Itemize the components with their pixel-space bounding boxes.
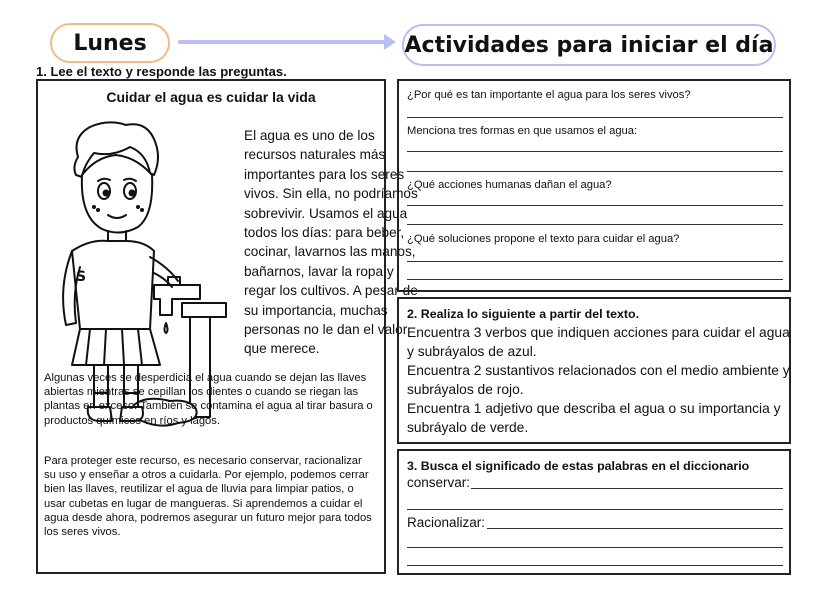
task-line: Encuentra 3 verbos que indiquen acciones para cuidar el agua bbox=[407, 325, 790, 340]
answer-line[interactable] bbox=[487, 528, 783, 529]
reading-line: usar cubetas en lugar de mangueras. Si aprendemos a cuidar el bbox=[44, 497, 363, 510]
reading-line: agua desde ahora, podremos asegurar un futuro mejor para todos bbox=[44, 511, 372, 524]
reading-line: vivos. Sin ella, no podríamos bbox=[244, 186, 418, 202]
reading-line: importantes para los seres bbox=[244, 166, 405, 182]
day-label: Lunes bbox=[50, 23, 170, 63]
reading-line: recursos naturales más bbox=[244, 147, 386, 163]
task-line: Encuentra 1 adjetivo que describa el agua o su importancia y bbox=[407, 401, 781, 416]
reading-box bbox=[36, 79, 418, 574]
arrow-connector bbox=[178, 40, 386, 44]
reading-line: Algunas veces se desperdicia el agua cuando se dejan las llaves bbox=[44, 372, 367, 384]
reading-paragraph-3 bbox=[44, 454, 384, 539]
reading-paragraph-2 bbox=[44, 371, 384, 428]
reading-line: todos los días: para beber, bbox=[244, 225, 405, 241]
reading-line: regar los cultivos. A pesar de bbox=[244, 283, 418, 299]
answer-line[interactable] bbox=[407, 279, 783, 280]
question-4: ¿Qué soluciones propone el texto para cuidar el agua? bbox=[407, 233, 680, 245]
question-1: ¿Por qué es tan importante el agua para los seres vivos? bbox=[407, 89, 691, 101]
task-adjective bbox=[407, 399, 791, 437]
reading-line: Para proteger este recurso, es necesario conservar, racionalizar bbox=[44, 455, 362, 467]
task-line: subráyalos de rojo. bbox=[407, 382, 524, 397]
word-racionalizar: Racionalizar: bbox=[407, 515, 486, 530]
reading-line: bien las llaves, reutilizar el agua de lluvia para limpiar patios, o bbox=[44, 483, 354, 496]
word-conservar: conservar: bbox=[407, 475, 471, 490]
task-nouns bbox=[407, 361, 791, 399]
answer-line[interactable] bbox=[407, 171, 783, 172]
questions-box bbox=[397, 79, 791, 292]
reading-line: El agua es uno de los bbox=[244, 128, 375, 143]
reading-line: cocinar, lavarnos las manos, bbox=[244, 244, 416, 260]
reading-line: su importancia, muchas bbox=[244, 302, 388, 318]
task-verbs bbox=[407, 323, 791, 361]
section-2-title: 2. Realiza lo siguiente a partir del texto. bbox=[407, 307, 640, 321]
question-2: Menciona tres formas en que usamos el agua: bbox=[407, 125, 638, 137]
reading-line: los seres vivos. bbox=[44, 526, 121, 539]
answer-line[interactable] bbox=[407, 151, 783, 152]
reading-line: productos químicos en ríos y lagos. bbox=[44, 414, 220, 427]
answer-line[interactable] bbox=[471, 488, 783, 489]
answer-line[interactable] bbox=[407, 565, 783, 566]
reading-line: abiertas mientras se cepillan los dientes o cuando se riegan las bbox=[44, 386, 359, 399]
answer-line[interactable] bbox=[407, 117, 783, 118]
instruction-1: 1. Lee el texto y responde las preguntas. bbox=[36, 64, 287, 79]
answer-line[interactable] bbox=[407, 509, 783, 510]
answer-line[interactable] bbox=[407, 261, 783, 262]
reading-paragraph-1 bbox=[244, 126, 418, 359]
arrow-right-icon bbox=[384, 34, 396, 50]
reading-line: que merece. bbox=[244, 341, 320, 357]
reading-line: plantas en exceso. También se contamina el agua al tirar basura o bbox=[44, 400, 373, 413]
task-line: subráyalo de verde. bbox=[407, 420, 529, 435]
answer-line[interactable] bbox=[407, 205, 783, 206]
task-line: Encuentra 2 sustantivos relacionados con el medio ambiente y bbox=[407, 363, 790, 378]
task-line: y subráyalos de azul. bbox=[407, 344, 537, 359]
reading-line: su uso y enseñar a otros a cuidarla. Por ejemplo, podemos cerrar bbox=[44, 469, 369, 482]
svg-text:S: S bbox=[76, 269, 87, 285]
reading-title: Cuidar el agua es cuidar la vida bbox=[106, 89, 316, 105]
tasks-box bbox=[397, 297, 791, 444]
page-title: Actividades para iniciar el día bbox=[402, 24, 776, 66]
reading-line: bañarnos, lavar la ropa y bbox=[244, 263, 394, 279]
reading-line: personas no le dan el valor bbox=[244, 322, 408, 338]
answer-line[interactable] bbox=[407, 547, 783, 548]
dictionary-box bbox=[397, 449, 791, 575]
question-3: ¿Qué acciones humanas dañan el agua? bbox=[407, 179, 612, 191]
section-3-title: 3. Busca el significado de estas palabras en el diccionario bbox=[407, 459, 750, 473]
reading-line: sobrevivir. Usamos el agua bbox=[244, 205, 408, 221]
answer-line[interactable] bbox=[407, 224, 783, 225]
